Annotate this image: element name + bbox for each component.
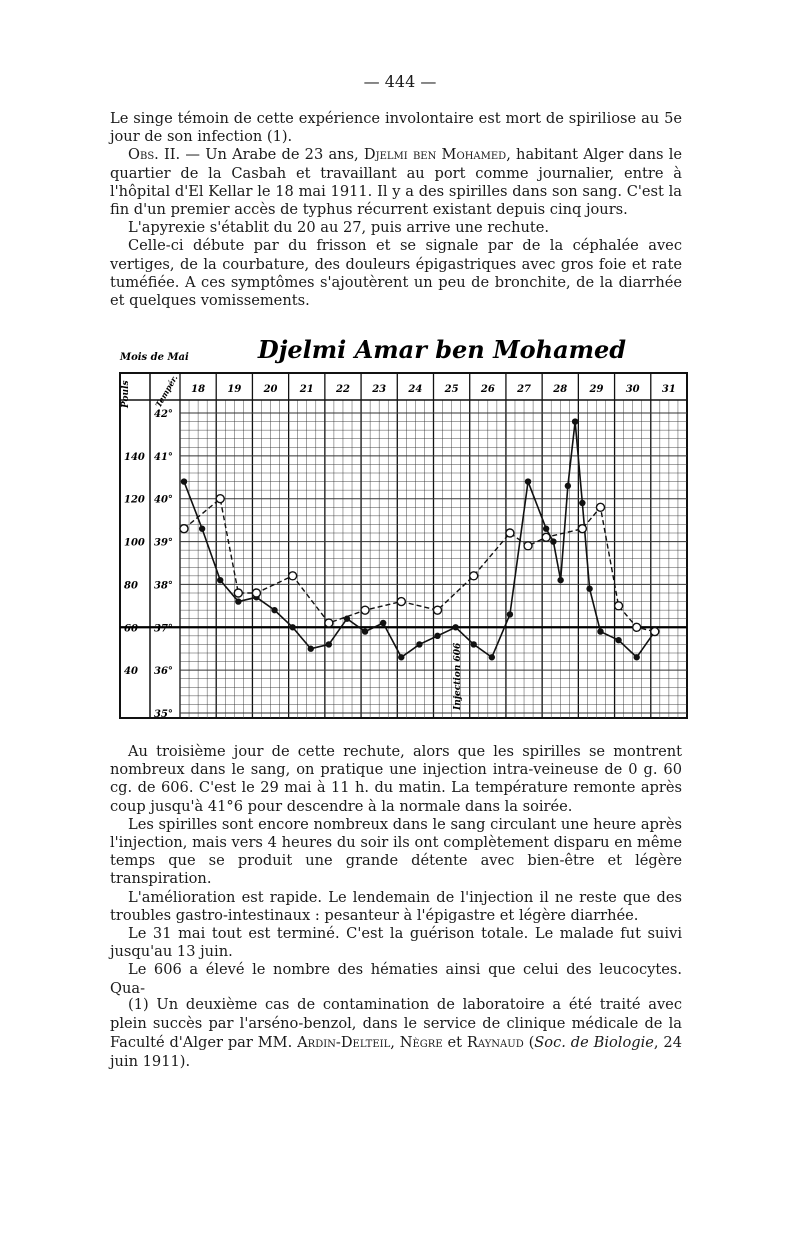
data-point-filled (398, 654, 404, 660)
data-point-open (234, 589, 242, 597)
data-point-filled (326, 641, 332, 647)
data-point-filled (434, 633, 440, 639)
day-label: 22 (336, 384, 350, 395)
data-point-open (470, 572, 478, 580)
pouls-header: Pouls (121, 380, 131, 408)
paragraph-guerison: Le 31 mai tout est terminé. C'est la guérison totale. Le malade fut suivi jusqu'au 13 juin. (110, 925, 682, 961)
data-point-filled (471, 641, 477, 647)
data-point-filled (380, 620, 386, 626)
data-point-open (252, 589, 260, 597)
temperature-tick: 36° (154, 666, 173, 678)
temperature-tick: 38° (154, 580, 173, 592)
data-point-filled (572, 418, 578, 424)
footnote-part-a: (1) Un deuxième cas de contamination de laboratoire a été traité avec plein succès par l'arséno-benzol, dans le service de clinique médicale de la Faculté d'Alger par MM. (110, 996, 682, 1051)
day-label: 20 (263, 384, 278, 395)
footnote (110, 995, 682, 1071)
data-point-open (180, 525, 188, 533)
temperature-tick: 41° (154, 451, 173, 463)
data-point-filled (217, 577, 223, 583)
pulse-ticks (124, 452, 145, 677)
data-point-filled (489, 654, 495, 660)
temperature-tick: 37° (154, 623, 173, 635)
data-point-open (578, 525, 586, 533)
patient-name: Djelmi ben Mohamed (363, 146, 507, 164)
data-point-open (596, 503, 604, 511)
data-point-filled (308, 646, 314, 652)
day-label: 23 (372, 384, 387, 395)
temperature-tick: 40° (154, 494, 173, 506)
paragraph-hematies: Le 606 a élevé le nombre des hématies ainsi que celui des leucocytes. Qua- (110, 961, 682, 997)
paragraph-rechute: Celle-ci débute par du frisson et se signale par de la céphalée avec vertiges, de la courbature, des douleurs épigastriques avec gros foie et rate tuméfiée. A ces symptômes s'ajoutèrent un peu de bronchite, de la diarrhée et quelques vomissements. (110, 237, 682, 310)
data-point-filled (633, 654, 639, 660)
chart-grid (120, 373, 687, 718)
data-point-open (361, 606, 369, 614)
day-label: 18 (191, 384, 206, 395)
data-point-filled (543, 526, 549, 532)
data-point-open (524, 542, 532, 550)
paragraph-observation (110, 146, 682, 219)
day-label: 24 (408, 384, 423, 395)
injection-annotation: Injection 606 (453, 642, 463, 710)
obs-text-b: , habitant Alger dans le quartier de la Casbah et travaillant au port comme journalier, entre à l'hôpital d'El Kellar le 18 mai 1911. Il y a des spirilles dans son sang. C'est la fin d'un premier accès de typhus récurrent existant depuis cinq jours. (110, 146, 683, 219)
data-point-open (615, 602, 623, 610)
data-point-filled (586, 586, 592, 592)
footnote-part-b: et (442, 1034, 467, 1051)
data-point-filled (235, 598, 241, 604)
data-point-open (434, 606, 442, 614)
data-point-filled (416, 641, 422, 647)
data-point-filled (557, 577, 563, 583)
pulse-tick: 100 (124, 537, 145, 549)
day-label: 29 (589, 384, 604, 395)
data-point-filled (289, 624, 295, 630)
temperature-tick: 39° (154, 537, 173, 549)
data-point-filled (579, 500, 585, 506)
paragraph-monkey: Le singe témoin de cette expérience involontaire est mort de spiriliose au 5e jour de son infection (1). (110, 110, 682, 146)
chart-title: Djelmi Amar ben Mohamed (257, 335, 627, 364)
paragraph-injection: Au troisième jour de cette rechute, alors que les spirilles se montrent nombreux dans le sang, on pratique une injection intra-veineuse de 0 g. 60 cg. de 606. C'est le 29 mai à 11 h. du matin. La température remonte après coup jusqu'à 41°6 pour descendre à la normale dans la soirée. (110, 743, 682, 815)
pulse-tick: 40 (124, 666, 138, 678)
day-label: 21 (299, 384, 314, 395)
data-point-open (325, 619, 333, 627)
obs-label: Obs. II. — (128, 146, 200, 164)
data-point-filled (199, 526, 205, 532)
footnote-part-c: ( (523, 1034, 535, 1051)
obs-text-a: Un Arabe de 23 ans, (199, 146, 364, 164)
pulse-tick: 80 (124, 580, 138, 592)
data-point-open (506, 529, 514, 537)
data-point-filled (525, 478, 531, 484)
paragraph-amelioration: L'amélioration est rapide. Le lendemain de l'injection il ne reste que des troubles gastro-intestinaux : pesanteur à l'épigastre et légère diarrhée. (110, 888, 682, 924)
data-point-open (216, 495, 224, 503)
data-point-filled (615, 637, 621, 643)
top-text-block (110, 110, 682, 310)
footnote-journal: Soc. de Biologie (534, 1034, 654, 1051)
pulse-tick: 60 (124, 623, 138, 635)
paragraph-apyrexie: L'apyrexie s'établit du 20 au 27, puis arrive une rechute. (128, 219, 550, 237)
bottom-text-block (110, 743, 682, 998)
data-point-filled (452, 624, 458, 630)
day-label: 28 (553, 384, 568, 395)
data-point-filled (271, 607, 277, 613)
series-line-solid (184, 422, 655, 658)
footnote-part-d: , 24 juin 1911). (110, 1034, 682, 1070)
chart-frame (120, 373, 687, 718)
footnote-text (110, 995, 682, 1071)
data-point-open (542, 533, 550, 541)
day-label: 25 (444, 384, 459, 395)
pulse-tick: 140 (124, 451, 145, 463)
pulse-tick: 120 (124, 494, 145, 506)
footnote-author3: Raynaud (466, 1034, 524, 1051)
day-label: 27 (517, 384, 531, 395)
data-point-filled (565, 483, 571, 489)
page-number: — 444 — (363, 72, 437, 91)
temperature-chart (112, 330, 694, 725)
data-point-open (397, 598, 405, 606)
data-point-filled (550, 538, 556, 544)
data-point-open (289, 572, 297, 580)
paragraph-spirilles: Les spirilles sont encore nombreux dans le sang circulant une heure après l'injection, mais vers 4 heures du soir ils ont complètement disparu en même temps que se produit une grande détente avec bien-être et légère transpiration. (110, 815, 682, 888)
temperature-tick: 42° (154, 409, 173, 420)
temp-header: Tempér. (153, 373, 180, 409)
day-label: 31 (661, 384, 676, 395)
footnote-authors: Ardin-Delteil, Nègre (297, 1034, 443, 1051)
temperature-tick: 35° (154, 709, 173, 720)
data-point-filled (507, 611, 513, 617)
data-point-filled (362, 628, 368, 634)
month-label: Mois de Mai (120, 352, 189, 363)
day-label: 30 (625, 384, 640, 395)
day-label: 26 (480, 384, 495, 395)
data-point-filled (181, 478, 187, 484)
data-point-open (651, 628, 659, 636)
temperature-ticks (154, 409, 173, 720)
day-label: 19 (227, 384, 242, 395)
data-point-filled (597, 628, 603, 634)
data-point-open (633, 623, 641, 631)
